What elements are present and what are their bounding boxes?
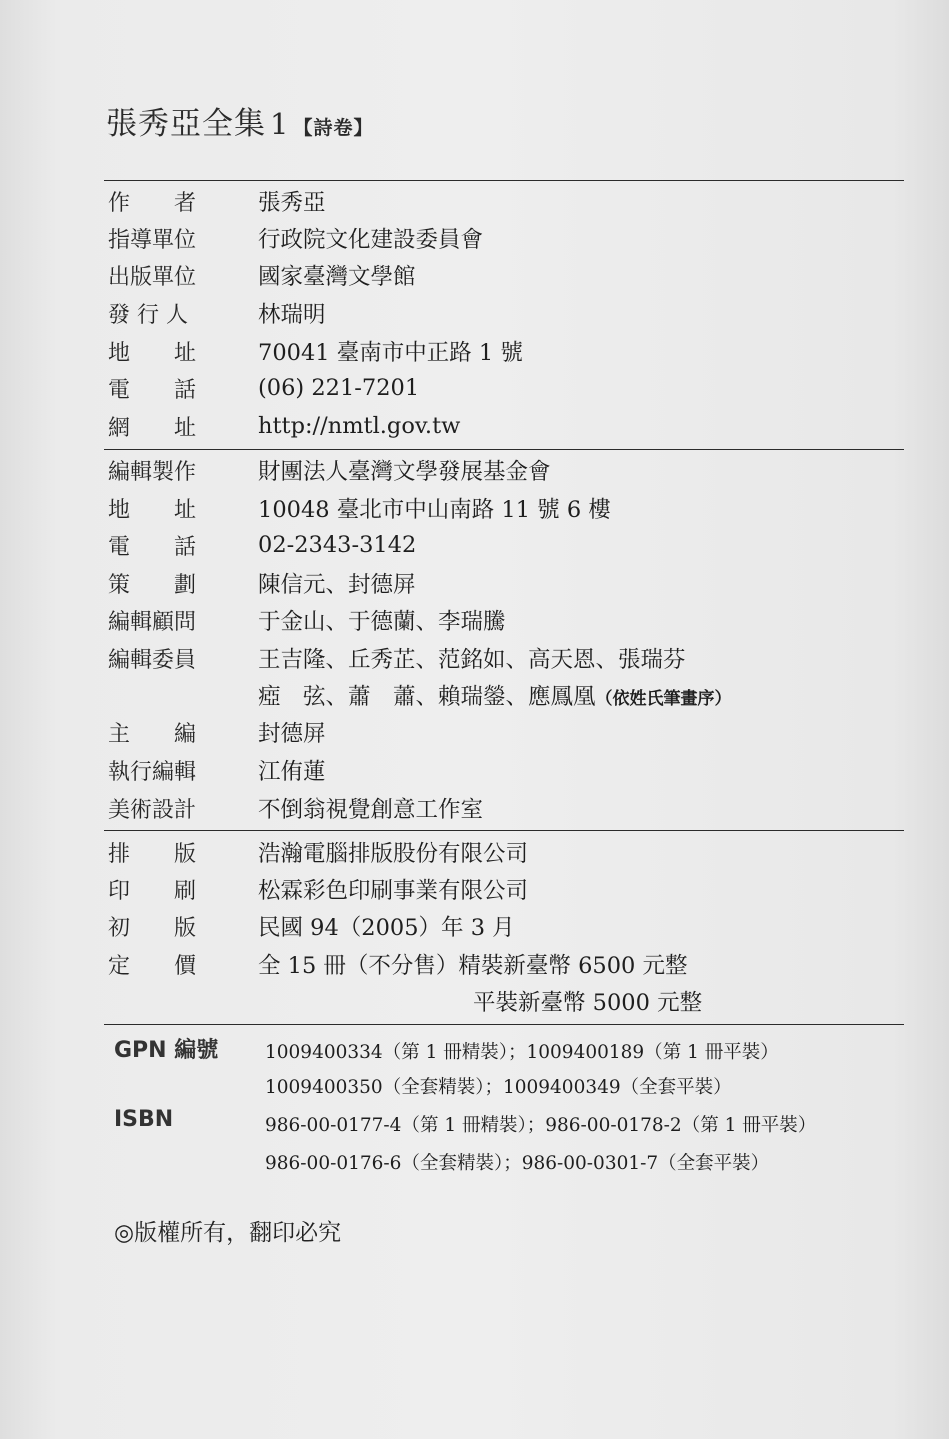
row-value: 陳信元、封德屏 <box>258 572 416 598</box>
row-value: 林瑞明 <box>258 302 326 328</box>
row-value: 行政院文化建設委員會 <box>258 227 484 253</box>
row-label: 初 版 <box>108 915 197 941</box>
info-row-committee <box>108 640 686 676</box>
divider <box>104 180 904 181</box>
title-main: 張秀亞全集 <box>106 106 266 142</box>
row-value: 民國 94（2005）年 3 月 <box>258 915 515 941</box>
gpn-label: GPN 編號 <box>114 1038 219 1063</box>
row-value: 10048 臺北市中山南路 11 號 6 樓 <box>258 497 611 523</box>
info-row-price <box>108 946 688 982</box>
divider <box>104 449 904 450</box>
book-title <box>106 98 373 143</box>
info-row-planning <box>108 565 416 601</box>
row-label: 地 址 <box>108 340 197 366</box>
info-row-art-design <box>108 790 484 826</box>
row-label: 策 劃 <box>108 572 197 598</box>
row-label: 排 版 <box>108 841 197 867</box>
row-value <box>258 679 732 711</box>
row-label: 執行編輯 <box>108 759 197 785</box>
info-row-phone <box>108 370 420 406</box>
info-row-phone <box>108 527 417 563</box>
row-label: 編輯顧問 <box>108 609 197 635</box>
gpn-line: 1009400334（第 1 冊精裝）；1009400189（第 1 冊平裝） <box>265 1042 779 1063</box>
row-value: 王吉隆、丘秀芷、范銘如、高天恩、張瑞芬 <box>258 647 686 673</box>
price-paperback: 平裝新臺幣 5000 元整 <box>473 990 703 1016</box>
info-row-author <box>108 183 326 219</box>
row-label: 網 址 <box>108 415 197 441</box>
row-label: 美術設計 <box>108 797 197 823</box>
info-row-printing <box>108 871 529 907</box>
row-value: 不倒翁視覺創意工作室 <box>258 797 484 823</box>
row-label: 電 話 <box>108 377 197 403</box>
isbn-label: ISBN <box>114 1107 174 1132</box>
row-value: 浩瀚電腦排版股份有限公司 <box>258 841 529 867</box>
info-row-publisher <box>108 257 416 293</box>
info-row-executive-editor <box>108 752 326 788</box>
row-value: 江侑蓮 <box>258 759 326 785</box>
info-row-address <box>108 333 523 369</box>
title-volume: 1 <box>270 107 290 141</box>
info-row-supervisor <box>108 220 484 256</box>
divider <box>104 1024 904 1025</box>
row-label: 主 編 <box>108 721 197 747</box>
row-value: 張秀亞 <box>258 190 326 216</box>
gpn-line: 1009400350（全套精裝）；1009400349（全套平裝） <box>265 1077 732 1098</box>
copyright-notice: ◎版權所有，翻印必究 <box>114 1220 342 1246</box>
info-row-typesetting <box>108 834 529 870</box>
info-row-first-edition <box>108 908 515 944</box>
order-note: （依姓氏筆畫序） <box>595 689 732 709</box>
row-label: 印 刷 <box>108 878 197 904</box>
row-label: 出版單位 <box>108 264 197 290</box>
row-value: http://nmtl.gov.tw <box>258 413 461 439</box>
info-row-chief-editor <box>108 714 326 750</box>
row-value: (06) 221-7201 <box>258 375 420 401</box>
row-value: 02-2343-3142 <box>258 532 417 558</box>
info-row-committee-cont <box>108 677 732 713</box>
isbn-line: 986-00-0177-4（第 1 冊精裝）；986-00-0178-2（第 1 冊平裝） <box>265 1115 817 1136</box>
row-value: 全 15 冊（不分售）精裝新臺幣 6500 元整 <box>258 953 688 979</box>
row-value: 封德屏 <box>258 721 326 747</box>
row-value: 財團法人臺灣文學發展基金會 <box>258 459 551 485</box>
row-value: 于金山、于德蘭、李瑞騰 <box>258 609 506 635</box>
info-row-website <box>108 408 461 444</box>
title-subtitle: 【詩卷】 <box>293 117 374 139</box>
isbn-line: 986-00-0176-6（全套精裝）；986-00-0301-7（全套平裝） <box>265 1153 770 1174</box>
row-value: 70041 臺南市中正路 1 號 <box>258 340 523 366</box>
committee-names: 瘂 弦、蕭 蕭、賴瑞鎣、應鳳凰 <box>258 684 596 710</box>
row-label: 地 址 <box>108 497 197 523</box>
info-row-editorial-production <box>108 452 551 488</box>
row-value: 松霖彩色印刷事業有限公司 <box>258 878 529 904</box>
row-label: 發 行 人 <box>108 302 188 328</box>
info-row-address <box>108 490 611 526</box>
row-label: 編輯製作 <box>108 459 197 485</box>
row-label: 電 話 <box>108 534 197 560</box>
info-row-issuer <box>108 295 326 331</box>
row-value: 國家臺灣文學館 <box>258 264 416 290</box>
row-label: 作 者 <box>108 190 197 216</box>
row-label: 定 價 <box>108 953 197 979</box>
info-row-advisors <box>108 602 506 638</box>
row-label: 編輯委員 <box>108 647 197 673</box>
divider <box>104 830 904 831</box>
row-label: 指導單位 <box>108 227 197 253</box>
